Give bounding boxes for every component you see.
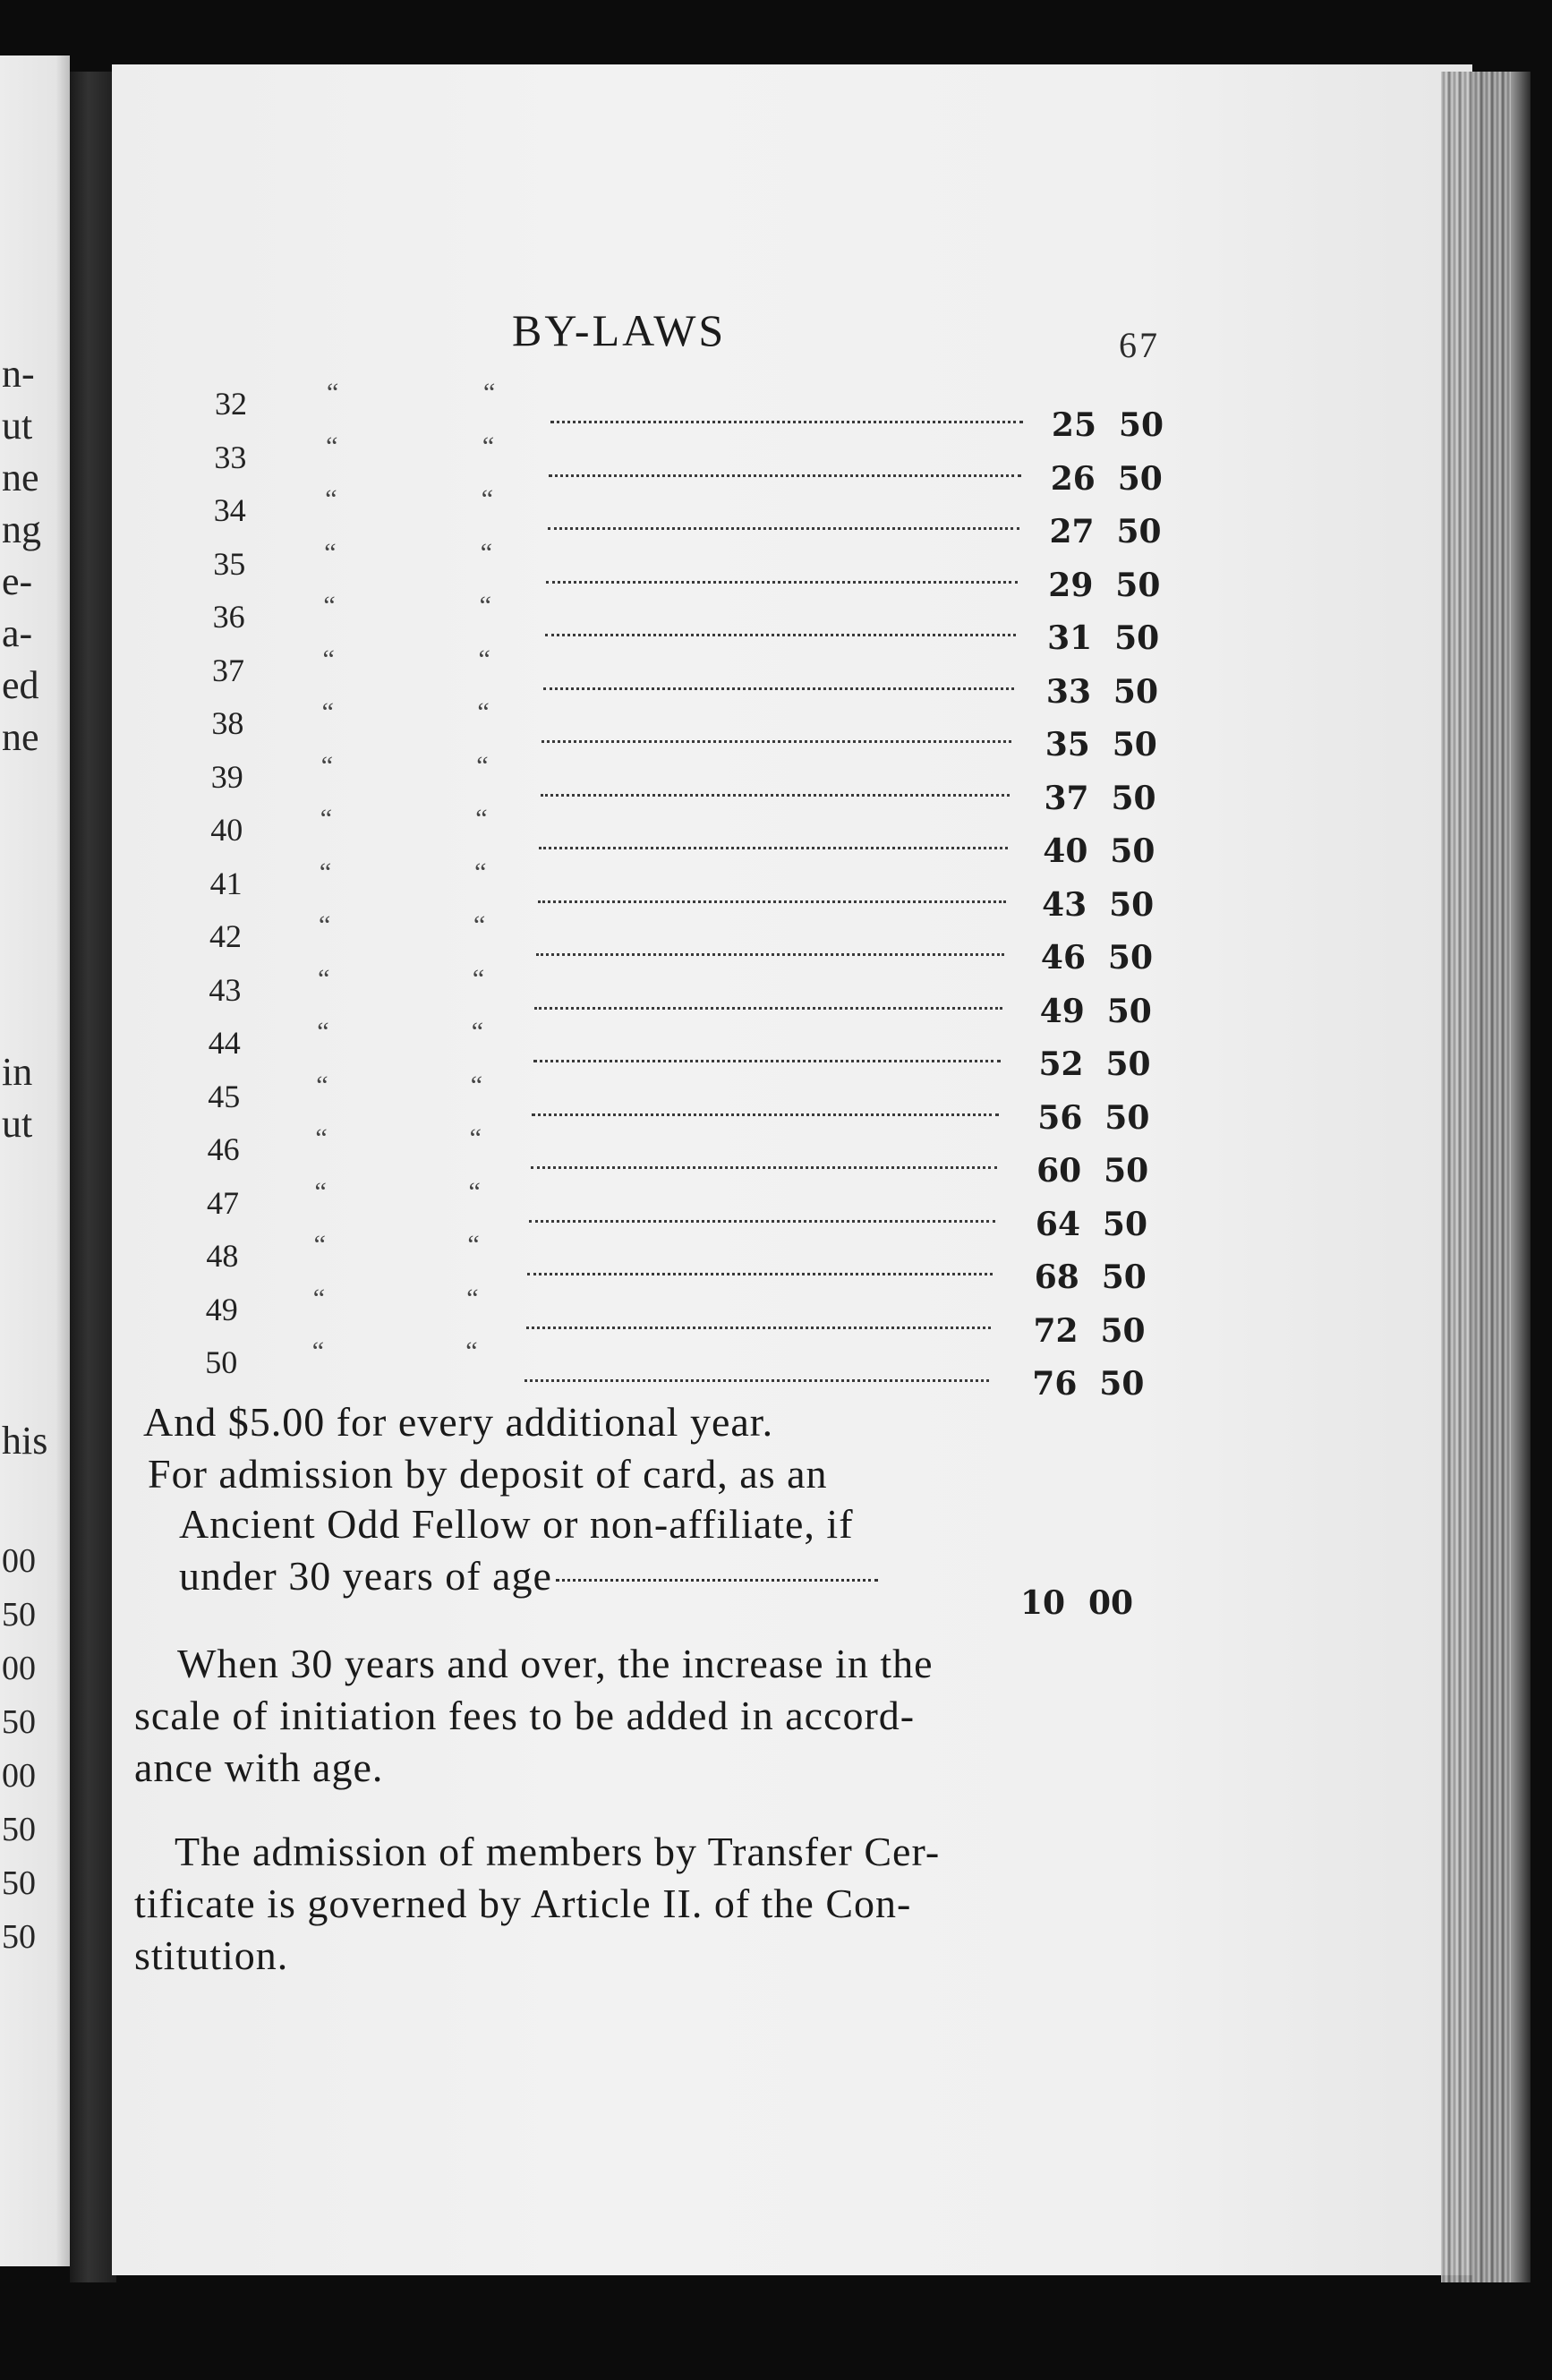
ditto-mark: “ (317, 1017, 329, 1046)
prev-page-text: 50 (2, 1596, 36, 1634)
dot-leader (533, 1060, 1001, 1062)
age-cell: 42 (209, 918, 242, 954)
fee-cents: 50 (1118, 406, 1164, 444)
ditto-mark: “ (476, 750, 489, 781)
ditto-mark: “ (475, 804, 488, 833)
age-cell: 32 (215, 386, 247, 422)
prev-page-text: ne (2, 715, 39, 759)
rate-row (0, 857, 1552, 924)
ditto-mark: “ (480, 537, 493, 567)
fee-dollars: 33 (1045, 672, 1091, 711)
rate-row (0, 1176, 1552, 1243)
ditto-mark: “ (465, 1336, 478, 1366)
prev-page-text: 50 (2, 1811, 36, 1848)
dot-leader (541, 794, 1011, 797)
prev-page-text: 00 (2, 1757, 36, 1795)
prev-page-text: 50 (2, 1864, 36, 1902)
age-cell: 37 (212, 652, 244, 688)
age-30-paragraph-line-3: ance with age. (134, 1744, 384, 1790)
dot-leader (541, 740, 1011, 743)
ditto-mark: “ (474, 857, 487, 887)
age-cell: 46 (207, 1131, 240, 1167)
prev-page-text: ng (2, 508, 41, 551)
ditto-mark: “ (322, 644, 335, 674)
age-30-paragraph-line-1: When 30 years and over, the increase in the (177, 1641, 934, 1686)
rate-row (0, 910, 1552, 977)
fee-cents: 50 (1101, 1258, 1147, 1296)
ditto-mark: “ (321, 697, 334, 727)
rate-row (0, 1230, 1552, 1296)
additional-year-line: And $5.00 for every additional year. (143, 1399, 774, 1445)
dot-leader (546, 581, 1018, 584)
age-cell: 40 (210, 812, 243, 848)
dot-leader (529, 1220, 995, 1223)
rate-row (0, 484, 1552, 550)
ditto-mark: “ (469, 1123, 482, 1153)
prev-page-text: in (2, 1050, 33, 1094)
dot-leader (526, 1326, 992, 1329)
prev-page-text: ed (2, 663, 39, 707)
fee-dollars: 46 (1040, 939, 1086, 977)
dot-leader (549, 474, 1021, 477)
transfer-paragraph-line-1: The admission of members by Transfer Cer- (175, 1829, 941, 1874)
fee-dollars: 31 (1047, 619, 1093, 657)
ditto-mark: “ (314, 1176, 327, 1207)
dot-leader (534, 1007, 1002, 1010)
rate-row (0, 644, 1552, 711)
ditto-mark: “ (320, 804, 333, 833)
rate-row (0, 537, 1552, 604)
rate-row (0, 431, 1552, 498)
fee-dollars: 26 (1050, 459, 1096, 498)
ditto-mark: “ (326, 431, 338, 461)
ditto-mark: “ (478, 644, 490, 674)
rate-row (0, 1336, 1552, 1403)
fee-dollars: 37 (1044, 779, 1089, 817)
fee-dollars: 27 (1049, 513, 1095, 550)
age-cell: 35 (213, 545, 246, 582)
prev-page-text: ut (2, 404, 33, 448)
page-title: BY-LAWS (512, 305, 727, 355)
prev-page-text: ut (2, 1102, 33, 1146)
ditto-mark: “ (473, 910, 486, 940)
ditto-mark: “ (313, 1230, 326, 1259)
card-admission-line-2: Ancient Odd Fellow or non-affiliate, if (179, 1501, 854, 1547)
rate-row (0, 1283, 1552, 1350)
prev-page-text: his (2, 1419, 48, 1463)
ditto-mark: “ (318, 963, 330, 994)
ditto-mark: “ (327, 378, 339, 407)
rate-row (0, 591, 1552, 657)
prev-page-text: 50 (2, 1918, 36, 1956)
fee-cents: 50 (1113, 672, 1158, 711)
dot-leader (536, 953, 1004, 956)
age-cell: 39 (210, 758, 243, 795)
rate-row (0, 963, 1552, 1030)
dot-leader (548, 527, 1019, 530)
dot-leader (531, 1166, 997, 1169)
transfer-paragraph-line-3: stitution. (134, 1932, 289, 1978)
ditto-mark: “ (311, 1336, 325, 1366)
ditto-mark: “ (482, 431, 495, 461)
ditto-mark: “ (320, 750, 334, 781)
rate-row (0, 750, 1552, 817)
age-cell: 43 (209, 971, 242, 1008)
ditto-mark: “ (312, 1283, 326, 1313)
ditto-mark: “ (481, 484, 494, 514)
rate-row (0, 378, 1552, 444)
dot-leader (527, 1273, 993, 1275)
fee-cents: 50 (1105, 1045, 1151, 1083)
fee-cents: 50 (1102, 1205, 1147, 1243)
fee-cents: 50 (1117, 459, 1163, 498)
fee-cents: 50 (1109, 885, 1155, 924)
age-cell: 38 (211, 705, 244, 741)
fee-dollars: 72 (1033, 1311, 1079, 1350)
ditto-mark: “ (319, 910, 331, 940)
dot-leader (556, 1579, 878, 1582)
ditto-mark: “ (468, 1176, 481, 1207)
rate-row (0, 804, 1552, 870)
ditto-mark: “ (471, 1017, 484, 1046)
prev-page-text: 00 (2, 1650, 36, 1687)
prev-page-text: n- (2, 352, 35, 396)
dot-leader (524, 1379, 989, 1382)
age-cell: 36 (212, 599, 245, 635)
ditto-mark: “ (319, 857, 332, 887)
card-admission-cents: 00 (1088, 1584, 1134, 1622)
fee-dollars: 29 (1048, 566, 1094, 604)
fee-dollars: 49 (1039, 992, 1085, 1030)
fee-cents: 50 (1110, 832, 1155, 870)
ditto-mark: “ (466, 1283, 479, 1313)
age-cell: 34 (213, 492, 246, 528)
fee-dollars: 43 (1042, 885, 1087, 924)
fee-cents: 50 (1104, 1098, 1150, 1137)
prev-page-text: a- (2, 611, 33, 655)
ditto-mark: “ (316, 1070, 328, 1100)
fee-cents: 50 (1112, 726, 1157, 763)
dot-leader (539, 847, 1008, 849)
ditto-mark: “ (324, 537, 337, 567)
age-cell: 47 (207, 1184, 239, 1221)
age-cell: 49 (205, 1291, 238, 1327)
fee-cents: 50 (1107, 939, 1153, 977)
fee-dollars: 25 (1051, 406, 1096, 444)
fee-dollars: 40 (1043, 832, 1088, 870)
rate-row (0, 697, 1552, 763)
fee-cents: 50 (1111, 779, 1156, 817)
rate-row (0, 1017, 1552, 1083)
age-cell: 41 (209, 865, 243, 901)
ditto-mark: “ (483, 378, 496, 407)
ditto-mark: “ (315, 1123, 328, 1153)
dot-leader (543, 687, 1014, 690)
fee-dollars: 52 (1038, 1045, 1084, 1083)
prev-page-text: 50 (2, 1703, 36, 1741)
prev-page-text: ne (2, 456, 39, 499)
dot-leader (545, 634, 1016, 636)
age-cell: 44 (208, 1025, 241, 1061)
fee-cents: 50 (1106, 992, 1152, 1030)
ditto-mark: “ (323, 591, 336, 620)
ditto-mark: “ (470, 1070, 483, 1100)
fee-dollars: 68 (1034, 1258, 1079, 1296)
fee-cents: 50 (1104, 1152, 1149, 1190)
fee-dollars: 64 (1035, 1205, 1080, 1243)
fee-dollars: 60 (1036, 1152, 1082, 1190)
fee-cents: 50 (1116, 513, 1162, 550)
age-cell: 45 (208, 1078, 241, 1114)
ditto-mark: “ (467, 1230, 480, 1259)
prev-page-text: 00 (2, 1542, 36, 1580)
card-admission-text: under 30 years of age (179, 1553, 552, 1599)
fee-cents: 50 (1100, 1311, 1146, 1350)
age-cell: 33 (214, 439, 247, 475)
age-cell: 48 (206, 1238, 239, 1274)
age-cell: 50 (205, 1344, 238, 1380)
dot-leader (532, 1113, 999, 1116)
card-admission-line-1: For admission by deposit of card, as an (148, 1451, 828, 1497)
ditto-mark: “ (479, 591, 491, 620)
fee-cents: 50 (1099, 1365, 1145, 1403)
ditto-mark: “ (477, 697, 490, 727)
fee-cents: 50 (1115, 566, 1161, 604)
fee-dollars: 56 (1037, 1098, 1083, 1137)
prev-page-text: e- (2, 559, 33, 603)
fee-dollars: 35 (1045, 726, 1090, 763)
card-admission-dollars: 10 (1020, 1584, 1066, 1622)
ditto-mark: “ (325, 484, 337, 514)
fee-cents: 50 (1114, 619, 1160, 657)
card-admission-line-3 (179, 1552, 878, 1599)
page-number: 67 (1119, 325, 1160, 365)
age-30-paragraph-line-2: scale of initiation fees to be added in accord- (134, 1693, 916, 1738)
dot-leader (538, 900, 1007, 903)
fee-dollars: 76 (1032, 1365, 1078, 1403)
transfer-paragraph-line-2: tificate is governed by Article II. of the Con- (134, 1881, 912, 1926)
dot-leader (550, 421, 1023, 423)
ditto-mark: “ (472, 963, 485, 994)
